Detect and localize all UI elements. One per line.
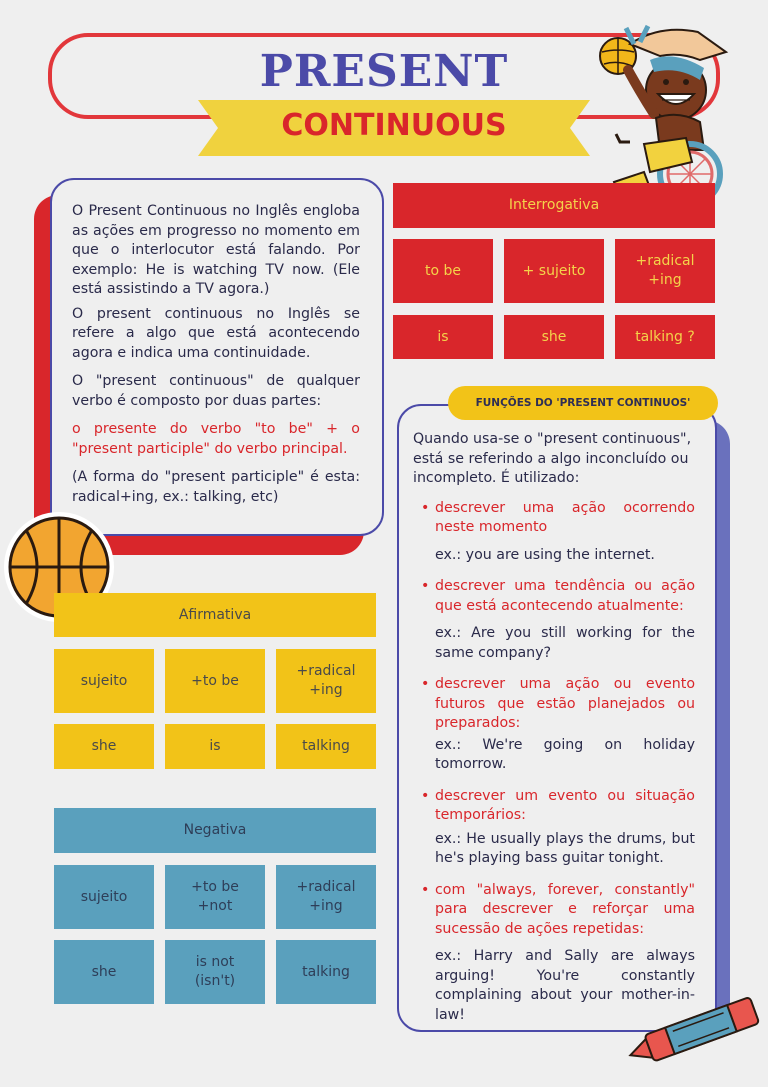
function-description: com "always, forever, constantly" para descrever e reforçar uma sucessão de ações repetidas: [435, 881, 695, 937]
negativa-cell: sujeito [54, 865, 154, 929]
function-example: ex.: Harry and Sally are always arguing! You're constantly complaining about your mother-in-law! [435, 948, 695, 1023]
list-item [413, 499, 695, 566]
bullet: • [421, 881, 430, 898]
intro-paragraph-3: O "present continuous" de qualquer verbo é composto por duas partes: [72, 373, 360, 409]
negativa-cell: +radical +ing [276, 865, 376, 929]
interrogativa-cell: talking ? [615, 315, 715, 359]
intro-paragraph-1: O Present Continuous no Inglês engloba as ações em progresso no momento em que o interlocutor está falando. Por exemplo: He is watching TV now. (Ele está assistindo a TV agora.) [72, 203, 360, 297]
function-description: descrever uma ação ocorrendo neste momento [435, 499, 695, 535]
intro-paragraph-2: O present continuous no Inglês se refere a algo que está acontecendo agora e indica uma continuidade. [72, 305, 360, 361]
list-item [413, 787, 695, 869]
negativa-cell: she [54, 940, 154, 1004]
function-description: descrever um evento ou situação temporários: [435, 787, 695, 823]
function-example: ex.: We're going on holiday tomorrow. [435, 736, 695, 772]
page-title: PRESENT [259, 46, 509, 97]
negativa-cell: talking [276, 940, 376, 1004]
functions-card [397, 404, 717, 1032]
list-item [413, 577, 695, 663]
intro-formula: o presente do verbo "to be" + o "present participle" do verbo principal. [72, 421, 360, 457]
afirmativa-header: Afirmativa [54, 593, 376, 637]
interrogativa-cell: to be [393, 239, 493, 303]
crayon-icon [620, 996, 768, 1066]
afirmativa-cell: +to be [165, 649, 265, 713]
bullet: • [421, 499, 430, 516]
negativa-header: Negativa [54, 808, 376, 853]
interrogativa-cell: she [504, 315, 604, 359]
function-example: ex.: you are using the internet. [435, 546, 655, 563]
interrogativa-header: Interrogativa [393, 183, 715, 228]
afirmativa-cell: she [54, 724, 154, 769]
intro-paragraph-5: (A forma do "present participle" é esta: radical+ing, ex.: talking, etc) [72, 469, 360, 505]
list-item [413, 675, 695, 775]
bullet: • [421, 676, 430, 692]
bullet: • [421, 787, 430, 804]
afirmativa-cell: +radical +ing [276, 649, 376, 713]
function-description: descrever uma ação ou evento futuros que estão planejados ou preparados: [435, 676, 695, 731]
afirmativa-cell: is [165, 724, 265, 769]
function-example: ex.: He usually plays the drums, but he's playing bass guitar tonight. [435, 830, 695, 866]
interrogativa-cell: +radical +ing [615, 239, 715, 303]
functions-intro: Quando usa-se o "present continuous", está se referindo a algo inconcluído ou incompleto. É utilizado: [413, 431, 692, 486]
intro-card [50, 178, 384, 536]
afirmativa-cell: talking [276, 724, 376, 769]
bullet: • [421, 578, 430, 594]
interrogativa-cell: is [393, 315, 493, 359]
function-description: descrever uma tendência ou ação que está acontecendo atualmente: [435, 578, 695, 614]
functions-title-pill: FUNÇÕES DO 'PRESENT CONTINUOS' [448, 386, 718, 420]
negativa-cell: is not (isn't) [165, 940, 265, 1004]
afirmativa-cell: sujeito [54, 649, 154, 713]
negativa-cell: +to be +not [165, 865, 265, 929]
page-subtitle: CONTINUOUS [281, 108, 507, 143]
interrogativa-cell: + sujeito [504, 239, 604, 303]
function-example: ex.: Are you still working for the same company? [435, 625, 695, 661]
